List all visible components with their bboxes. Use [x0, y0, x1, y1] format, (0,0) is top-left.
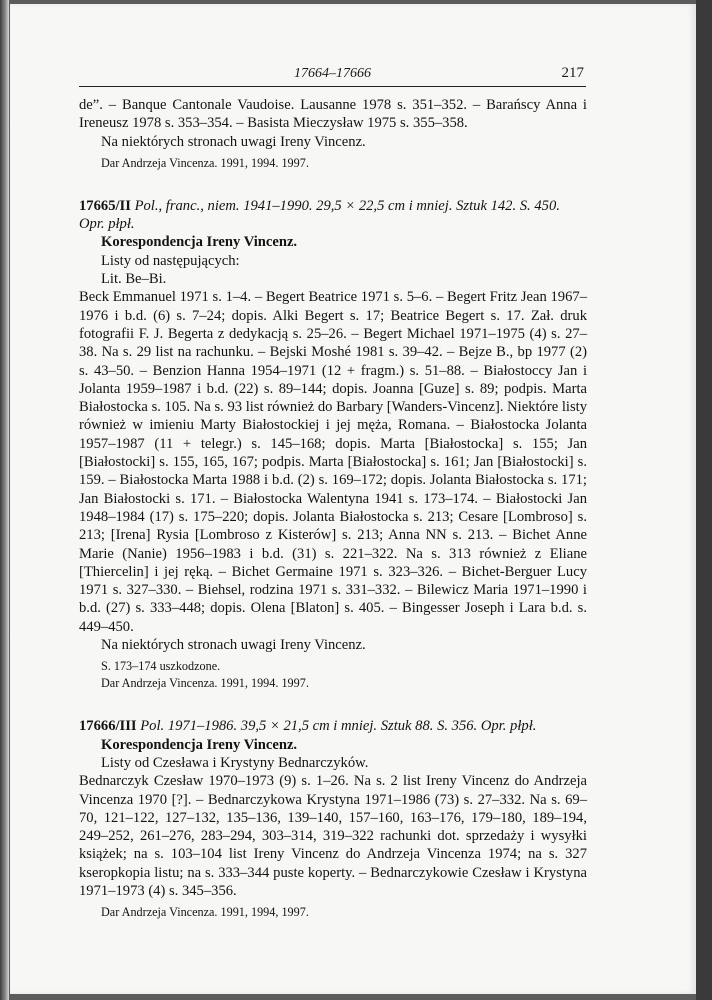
entry-body: Bednarczyk Czesław 1970–1973 (9) s. 1–26. Na s. 2 list Ireny Vincenz do Andrzeja Vincenza 1970 [?]. – Bednarczykowa Krystyna 1971–1986 (73) s. 27–332. Na s. 69–70, 121–122, 127–132, 135–136, 139–140, 157–160, 163–176, 179–180, 189–194, 249–252, 261–276, 283–294, 303–314, 319–322 rachunki dot. sprzedaży i wysyłki książek; na s. 103–104 list Ireny Vincenz do Andrzeja Vincenza 1974; na s. 327 kseropkopia listu; na s. 333–344 puste koperty. – Bednarczykowie Czesław i Krystyna 1971–1973 (4) s. 345–356.: [79, 773, 587, 899]
letters-from: Listy od następujących:: [101, 252, 240, 269]
entry-description: Pol. 1971–1986. 39,5 × 21,5 cm i mniej. Sztuk 88. S. 356. Opr. płpł.: [140, 718, 537, 735]
entry-donation: Dar Andrzeja Vincenza. 1991, 1994. 1997.: [101, 676, 309, 691]
entry-signature: 17665/II: [79, 197, 131, 214]
collection-title: Korespondencja Ireny Vincenz.: [101, 736, 298, 753]
letter-range: Lit. Be–Bi.: [101, 271, 167, 288]
entry-body: Beck Emmanuel 1971 s. 1–4. – Begert Beatrice 1971 s. 5–6. – Begert Fritz Jean 1967–1976 i b.d. (6) s. 7–24; dopis. Alki Begert s. 17; Beatrice Begert s. 17. Zał. druk fotografii F. J. Begerta z dedykacją s. 25–26. – Begert Michael 1971–1975 (4) s. 27–38. Na s. 29 list na rachunku. – Bejski Moshé 1981 s. 39–42. – Bejze B., bp 1977 (2) s. 43–50. – Benzion Hanna 1954–1971 (12 + fragm.) s. 51–88. – Białostoccy Jan i Jolanta 1959–1987 i b.d. (22) s. 89–144; dopis. Joanna [Guze] s. 89; podpis. Marta Białostocka s. 105. Na s. 93 list również do Barbary [Wanders-Vincenz]. Niektóre listy również w imieniu Marty Białostockiej i jej męża, Romana. – Białostocka Jolanta 1957–1987 (11 + telegr.) s. 145–168; dopis. Marta [Białostocka] s. 155; Jan [Białostocki] s. 155, 165, 167; podpis. Marta [Białostocka] s. 161; Jan [Białostocki] s. 159. – Białostocka Marta 1988 i b.d. (2) s. 169–172; dopis. Jolanta Białostocka s. 171; Jan Białostocki s. 171. – Białostocka Walentyna 1941 s. 173–174. – Białostocki Jan 1948–1984 (17) s. 175–220; dopis. Jolanta Białostocka s. 213; Cesare [Lombroso] s. 213; [Irena] Rysia [Lombroso z Kisterów] s. 213; Anna NN s. 213. – Bichet Anne Marie (Nanie) 1956–1983 i b.d. (31) s. 221–322. Na s. 313 również z Eliane [Thiercelin] i jej ręką. – Bichet Germaine 1971 s. 323–326. – Bichet-Berguer Lucy 1971 s. 327–330. – Biehsel, rodzina 1971 s. 331–332. – Bilewicz Maria 1971–1990 i b.d. (27) s. 333–448; dopis. Olena [Blaton] s. 405. – Bingesser Joseph i Lara b.d. s. 449–450.: [79, 289, 587, 635]
intro-continuation: de”. – Banque Cantonale Vaudoise. Lausanne 1978 s. 351–352. – Barańscy Anna i Ireneusz 1978 s. 353–354. – Basista Mieczysław 1975 s. 355–358.: [79, 97, 587, 132]
entry-signature: 17666/III: [79, 718, 137, 735]
intro-note: Na niektórych stronach uwagi Ireny Vincenz.: [101, 133, 366, 150]
catalog-entry-17665: [79, 197, 587, 691]
entry-description: Pol., franc., niem. 1941–1990. 29,5 × 22,5 cm i mniej. Sztuk 142. S. 450. Opr. płpł.: [79, 197, 560, 233]
entry-note: Na niektórych stronach uwagi Ireny Vincenz.: [101, 637, 366, 654]
catalog-entry-17666: [79, 717, 587, 920]
entry-heading: [79, 197, 587, 234]
page-content: [79, 96, 587, 920]
page-header: [79, 62, 586, 87]
intro-donation: Dar Andrzeja Vincenza. 1991, 1994. 1997.: [101, 155, 309, 170]
running-title: 17664–17666: [294, 66, 371, 81]
collection-title: Korespondencja Ireny Vincenz.: [101, 234, 298, 251]
entry-condition: S. 173–174 uszkodzone.: [101, 659, 221, 674]
scan-right-edge: [696, 0, 712, 1000]
letters-from: Listy od Czesława i Krystyny Bednarczyków.: [101, 754, 369, 771]
intro-continuation-block: [79, 96, 587, 171]
entry-heading: [79, 717, 587, 735]
binding-edge: [0, 0, 9, 1000]
entry-donation: Dar Andrzeja Vincenza. 1991, 1994, 1997.: [101, 905, 309, 920]
page-number: 217: [561, 65, 584, 81]
